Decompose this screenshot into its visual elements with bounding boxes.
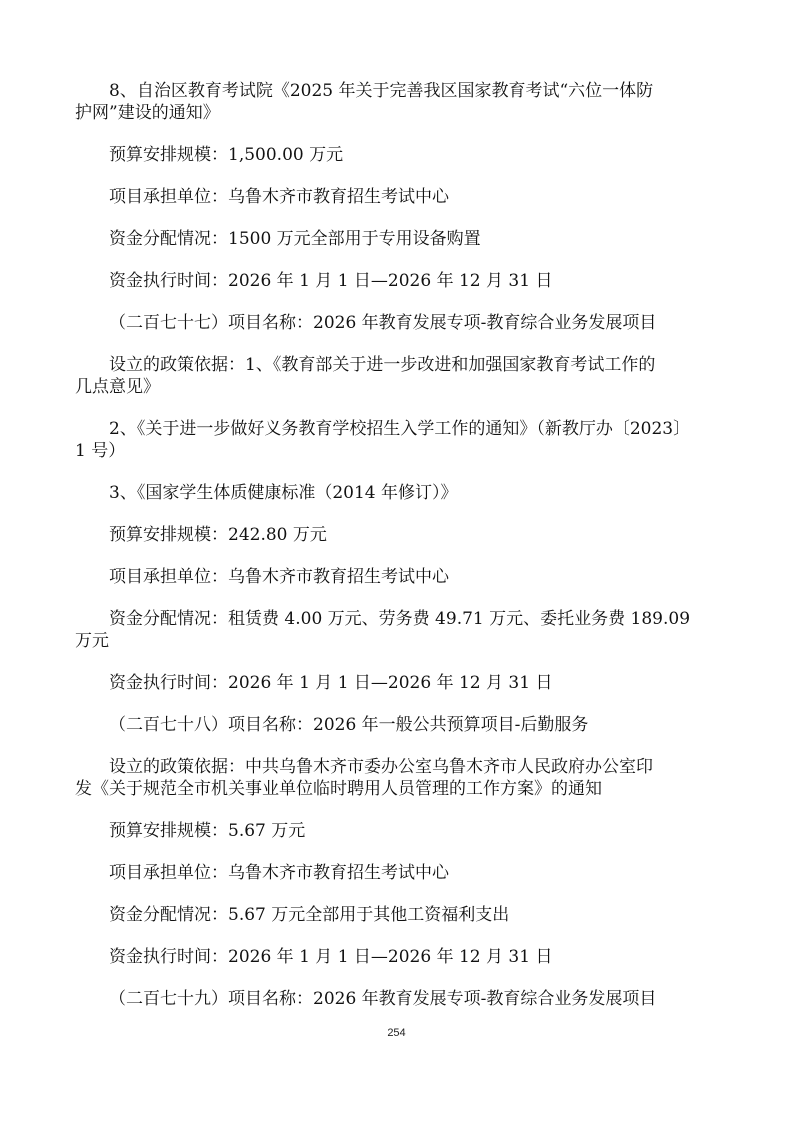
paragraph	[0, 672, 793, 694]
text-line: （二百七十八）项目名称：2026 年一般公共预算项目-后勤服务	[109, 715, 589, 735]
text-line: 资金分配情况：1500 万元全部用于专用设备购置	[109, 229, 481, 249]
paragraph	[0, 862, 793, 884]
paragraph	[0, 270, 793, 292]
text-line: 预算安排规模：5.67 万元	[109, 821, 306, 841]
text-line: 预算安排规模：242.80 万元	[109, 525, 327, 545]
text-line: 1 号）	[75, 441, 126, 461]
text-line: 8、自治区教育考试院《2025 年关于完善我区国家教育考试“六位一体防	[109, 81, 654, 101]
text-line: 资金分配情况：5.67 万元全部用于其他工资福利支出	[109, 905, 510, 925]
document-body	[0, 80, 793, 1030]
text-line: 资金执行时间：2026 年 1 月 1 日—2026 年 12 月 31 日	[109, 271, 553, 291]
text-line: 万元	[75, 631, 109, 651]
paragraph	[0, 714, 793, 736]
paragraph	[0, 756, 793, 800]
paragraph	[0, 608, 793, 652]
text-line: 项目承担单位：乌鲁木齐市教育招生考试中心	[109, 863, 449, 883]
paragraph	[0, 946, 793, 968]
paragraph	[0, 312, 793, 334]
paragraph	[0, 988, 793, 1010]
text-line: 预算安排规模：1,500.00 万元	[109, 145, 344, 165]
paragraph	[0, 80, 793, 124]
text-line: 几点意见》	[75, 377, 160, 397]
text-line: 3、《国家学生体质健康标准（2014 年修订）》	[109, 483, 458, 503]
text-line: 项目承担单位：乌鲁木齐市教育招生考试中心	[109, 187, 449, 207]
text-line: 项目承担单位：乌鲁木齐市教育招生考试中心	[109, 567, 449, 587]
text-line: 设立的政策依据：中共乌鲁木齐市委办公室乌鲁木齐市人民政府办公室印	[109, 757, 653, 777]
text-line: 发《关于规范全市机关事业单位临时聘用人员管理的工作方案》的通知	[75, 779, 602, 799]
text-line: （二百七十九）项目名称：2026 年教育发展专项-教育综合业务发展项目	[109, 989, 657, 1009]
text-line: （二百七十七）项目名称：2026 年教育发展专项-教育综合业务发展项目	[109, 313, 657, 333]
paragraph	[0, 904, 793, 926]
paragraph	[0, 524, 793, 546]
paragraph	[0, 186, 793, 208]
text-line: 2、《关于进一步做好义务教育学校招生入学工作的通知》（新教厅办〔2023〕	[109, 419, 691, 439]
text-line: 设立的政策依据：1、《教育部关于进一步改进和加强国家教育考试工作的	[109, 355, 656, 375]
paragraph	[0, 482, 793, 504]
paragraph	[0, 566, 793, 588]
paragraph	[0, 418, 793, 462]
paragraph	[0, 228, 793, 250]
text-line: 资金分配情况：租赁费 4.00 万元、劳务费 49.71 万元、委托业务费 189.09	[109, 609, 691, 629]
paragraph	[0, 144, 793, 166]
text-line: 护网”建设的通知》	[75, 103, 220, 123]
page-number: 254	[387, 1027, 406, 1039]
text-line: 资金执行时间：2026 年 1 月 1 日—2026 年 12 月 31 日	[109, 673, 553, 693]
paragraph	[0, 354, 793, 398]
paragraph	[0, 820, 793, 842]
text-line: 资金执行时间：2026 年 1 月 1 日—2026 年 12 月 31 日	[109, 947, 553, 967]
